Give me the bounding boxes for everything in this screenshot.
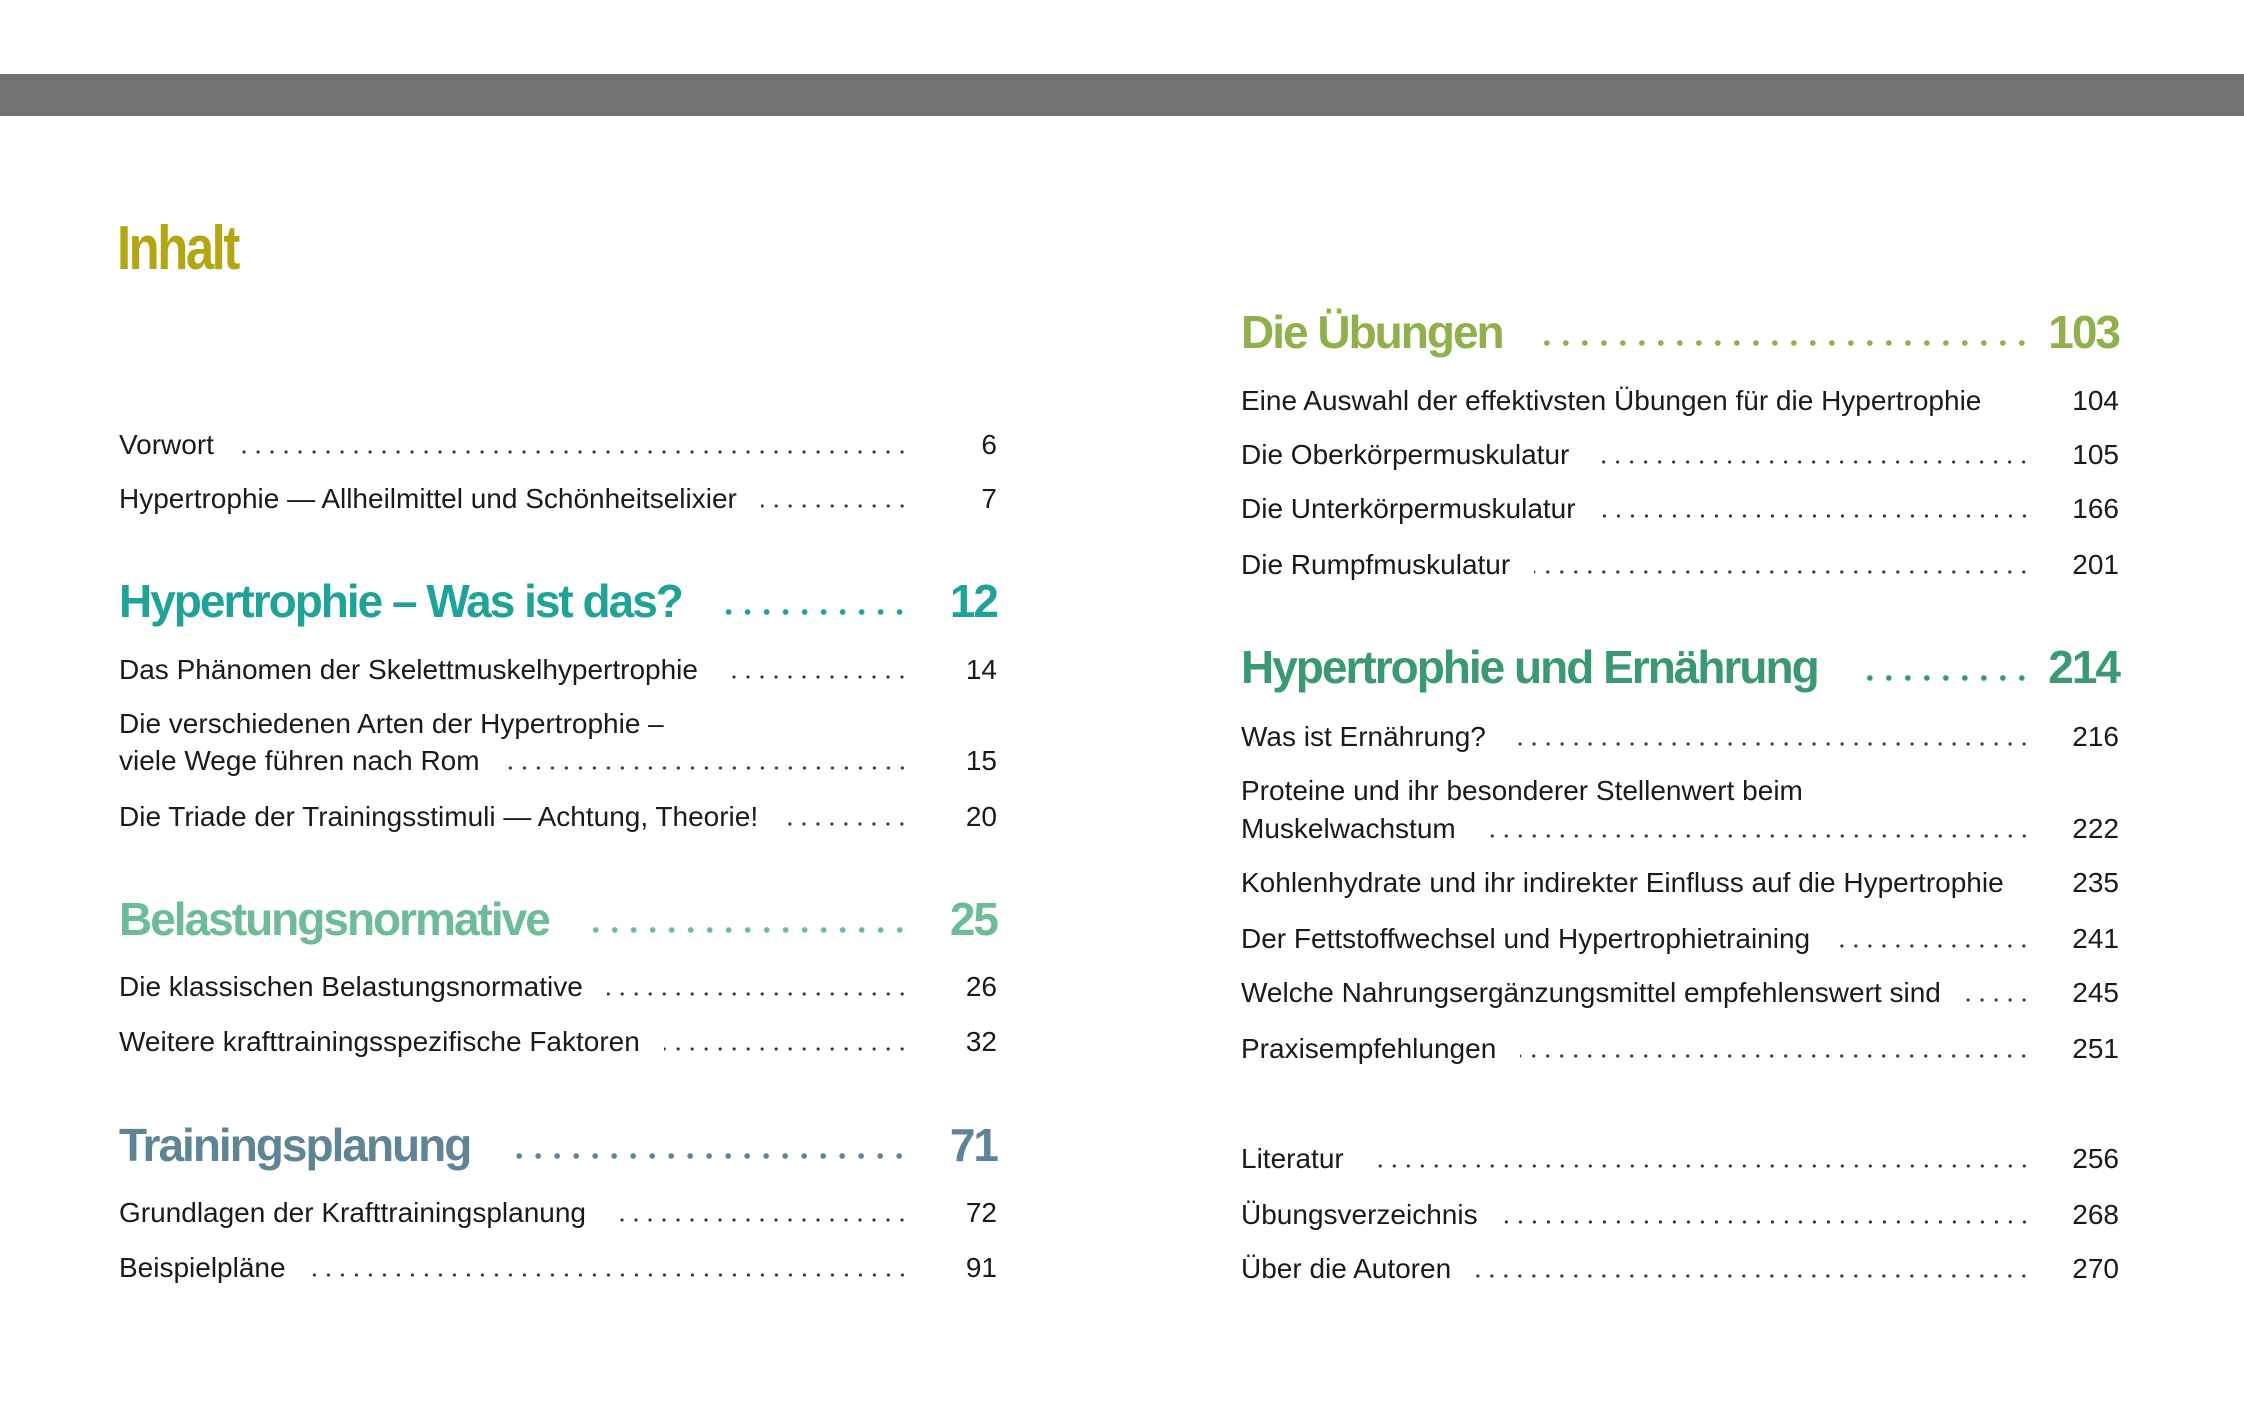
toc-entry-title: Praxisempfehlungen xyxy=(1241,1033,1497,1064)
toc-page-number: 216 xyxy=(2072,721,2119,752)
toc-page-number: 12 xyxy=(949,575,997,627)
toc-page-number: 235 xyxy=(2072,867,2119,898)
dot-leader xyxy=(761,503,909,509)
toc-entry[interactable] xyxy=(119,1193,997,1233)
toc-entry-title: Kohlenhydrate und ihr indirekter Einfluss auf die Hypertrophie xyxy=(1241,867,2004,898)
dot-leader xyxy=(782,821,909,827)
toc-entry[interactable] xyxy=(1241,1029,2119,1069)
dot-leader xyxy=(1965,997,2031,1003)
dot-leader xyxy=(607,991,909,997)
toc-page-number: 105 xyxy=(2072,439,2119,470)
toc-entry-line1: Proteine und ihr besonderer Stellenwert beim xyxy=(1241,775,1803,806)
dot-leader xyxy=(1475,1273,2031,1279)
toc-entry-title: Eine Auswahl der effektivsten Übungen für die Hypertrophie xyxy=(1241,385,1982,416)
toc-page-number: 25 xyxy=(949,893,997,945)
dot-leader xyxy=(1520,1053,2031,1059)
toc-entry-title: viele Wege führen nach Rom xyxy=(119,745,480,776)
toc-entry[interactable] xyxy=(119,1022,997,1062)
toc-entry-title: Über die Autoren xyxy=(1241,1253,1452,1284)
dot-leader xyxy=(1539,338,2031,348)
toc-entry[interactable] xyxy=(1241,717,2119,757)
toc-chapter-heading[interactable] xyxy=(119,1117,997,1173)
toc-entry[interactable] xyxy=(1241,863,2119,903)
toc-entry[interactable] xyxy=(1241,545,2119,585)
toc-entry[interactable] xyxy=(1241,1195,2119,1235)
toc-entry-title: Übungsverzeichnis xyxy=(1241,1199,1478,1230)
toc-entry[interactable] xyxy=(1241,489,2119,529)
dot-leader xyxy=(1502,1219,2031,1225)
dot-leader xyxy=(1593,459,2031,465)
toc-entry[interactable] xyxy=(1241,435,2119,475)
toc-page-number: 241 xyxy=(2072,923,2119,954)
toc-page-number: 270 xyxy=(2072,1253,2119,1284)
dot-leader xyxy=(1834,943,2031,949)
dot-leader xyxy=(664,1046,909,1052)
dot-leader xyxy=(1510,741,2031,747)
toc-page-number: 245 xyxy=(2072,977,2119,1008)
toc-page-number: 7 xyxy=(981,483,997,514)
toc-page-number: 104 xyxy=(2072,385,2119,416)
toc-entry-title: Grundlagen der Krafttrainingsplanung xyxy=(119,1197,586,1228)
toc-entry[interactable] xyxy=(119,967,997,1007)
toc-entry-title: Die Unterkörpermuskulatur xyxy=(1241,493,1576,524)
toc-entry-title: Beispielpläne xyxy=(119,1252,286,1283)
dot-leader xyxy=(1368,1163,2031,1169)
toc-page-number: 91 xyxy=(965,1252,997,1283)
toc-page-number: 6 xyxy=(981,429,997,460)
toc-entry-title: Was ist Ernährung? xyxy=(1241,721,1486,752)
toc-entry-title: Die Oberkörpermuskulatur xyxy=(1241,439,1570,470)
toc-page-number: 256 xyxy=(2072,1143,2119,1174)
toc-entry-title: Die Triade der Trainingsstimuli — Achtung, Theorie! xyxy=(119,801,759,832)
toc-entry-title: Belastungsnormative xyxy=(119,893,549,945)
dot-leader xyxy=(722,674,909,680)
toc-entry[interactable] xyxy=(119,741,997,781)
header-band xyxy=(0,74,2244,116)
toc-page-number: 222 xyxy=(2072,813,2119,844)
toc-entry-title: Die klassischen Belastungsnormative xyxy=(119,971,583,1002)
toc-entry[interactable] xyxy=(119,425,997,465)
toc-page-number: 166 xyxy=(2072,493,2119,524)
toc-page-number: 103 xyxy=(2048,306,2119,358)
dot-leader xyxy=(610,1217,909,1223)
toc-entry-title: Welche Nahrungsergänzungsmittel empfehlenswert sind xyxy=(1241,977,1941,1008)
toc-page-number: 20 xyxy=(965,801,997,832)
toc-entry[interactable] xyxy=(119,797,997,837)
toc-page-number: 251 xyxy=(2072,1033,2119,1064)
toc-entry[interactable] xyxy=(119,479,997,519)
dot-leader xyxy=(718,607,909,617)
toc-entry[interactable] xyxy=(1241,809,2119,849)
toc-entry-title: Hypertrophie — Allheilmittel und Schönheitselixier xyxy=(119,483,737,514)
toc-entry-title: Der Fettstoffwechsel und Hypertrophietraining xyxy=(1241,923,1811,954)
dot-leader xyxy=(506,1151,909,1161)
toc-entry-title: Vorwort xyxy=(119,429,214,460)
toc-entry[interactable] xyxy=(1241,1249,2119,1289)
toc-page-number: 268 xyxy=(2072,1199,2119,1230)
toc-entry-title: Trainingsplanung xyxy=(119,1119,471,1171)
dot-leader xyxy=(310,1272,909,1278)
dot-leader xyxy=(2005,405,2059,411)
dot-leader xyxy=(504,765,909,771)
toc-page-number: 14 xyxy=(965,654,997,685)
toc-entry[interactable] xyxy=(119,1248,997,1288)
dot-leader xyxy=(1480,833,2031,839)
toc-page-number: 32 xyxy=(965,1026,997,1057)
toc-entry[interactable] xyxy=(1241,919,2119,959)
toc-entry-title: Das Phänomen der Skelettmuskelhypertrophie xyxy=(119,654,698,685)
dot-leader xyxy=(1600,513,2031,519)
toc-entry[interactable] xyxy=(1241,381,2119,421)
toc-entry-title: Weitere krafttrainingsspezifische Faktoren xyxy=(119,1026,640,1057)
toc-chapter-heading[interactable] xyxy=(1241,639,2119,695)
dot-leader xyxy=(1534,569,2031,575)
toc-page-number: 26 xyxy=(965,971,997,1002)
toc-entry-line1: Die verschiedenen Arten der Hypertrophie – xyxy=(119,708,664,739)
dot-leader xyxy=(1854,673,2031,683)
toc-chapter-heading[interactable] xyxy=(119,891,997,947)
toc-entry-title: Hypertrophie – Was ist das? xyxy=(119,575,682,627)
toc-entry-title: Die Rumpfmuskulatur xyxy=(1241,549,1511,580)
page-title: Inhalt xyxy=(117,214,238,283)
toc-entry[interactable] xyxy=(119,650,997,690)
toc-entry[interactable] xyxy=(1241,1139,2119,1179)
toc-entry-title: Die Übungen xyxy=(1241,306,1503,358)
toc-page-number: 214 xyxy=(2048,641,2119,693)
toc-page-number: 201 xyxy=(2072,549,2119,580)
dot-leader xyxy=(2028,887,2059,893)
toc-page-number: 72 xyxy=(965,1197,997,1228)
toc-page-number: 15 xyxy=(965,745,997,776)
toc-chapter-heading[interactable] xyxy=(119,573,997,629)
toc-chapter-heading[interactable] xyxy=(1241,304,2119,360)
toc-entry-title: Hypertrophie und Ernährung xyxy=(1241,641,1818,693)
toc-entry-title: Literatur xyxy=(1241,1143,1344,1174)
toc-entry-title: Muskelwachstum xyxy=(1241,813,1456,844)
toc-entry[interactable] xyxy=(1241,973,2119,1013)
toc-page-number: 71 xyxy=(949,1119,997,1171)
dot-leader xyxy=(585,925,909,935)
dot-leader xyxy=(238,449,909,455)
